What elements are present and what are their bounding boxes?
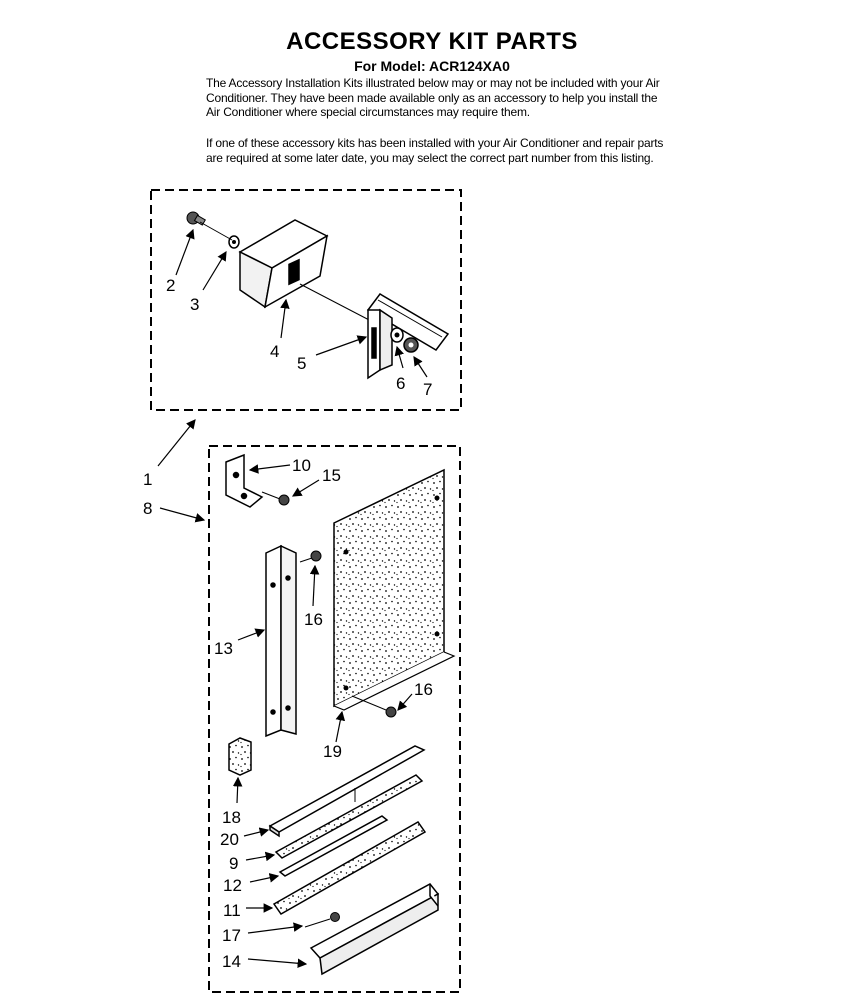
mounting-bracket-part-5	[368, 294, 448, 378]
callout-16-upper: 16	[304, 610, 323, 629]
model-subtitle: For Model: ACR124XA0	[354, 58, 510, 74]
intro-paragraph-repair: If one of these accessory kits has been installed with your Air Conditioner and repair parts are required at some later date, you may select the correct part number from this listing.	[206, 136, 664, 165]
callout-11: 11	[223, 901, 241, 920]
washer-part-3	[229, 236, 239, 248]
callout-17: 17	[222, 926, 241, 945]
callout-9: 9	[229, 854, 239, 873]
callout-12: 12	[223, 876, 242, 895]
callout-16-lower: 16	[414, 680, 433, 699]
callout-6: 6	[396, 374, 406, 393]
foam-block-part-18	[229, 738, 251, 775]
angle-bracket-part-10	[226, 455, 262, 507]
screw-part-17	[305, 913, 340, 928]
callout-19: 19	[323, 742, 342, 761]
page-title: ACCESSORY KIT PARTS	[286, 28, 578, 55]
callout-8: 8	[143, 499, 153, 518]
callout-1: 1	[143, 470, 153, 489]
callout-2: 2	[166, 276, 176, 295]
nut-part-7	[404, 338, 418, 352]
channel-part-14	[311, 884, 438, 974]
callout-18: 18	[222, 808, 241, 827]
washer-part-6	[391, 328, 403, 342]
screw-part-16-lower	[352, 696, 396, 717]
callout-20: 20	[220, 830, 239, 849]
callout-13: 13	[214, 639, 233, 658]
callout-3: 3	[190, 295, 200, 314]
callout-7: 7	[423, 380, 433, 399]
callout-15: 15	[322, 466, 341, 485]
callout-14: 14	[222, 952, 241, 971]
foam-panel-part-19	[334, 470, 454, 710]
callout-5: 5	[297, 354, 307, 373]
screw-part-15	[262, 492, 289, 505]
callout-10: 10	[292, 456, 311, 475]
intro-paragraph: The Accessory Installation Kits illustrated below may or may not be included with your Air Conditioner. They have been made available only as an accessory to help you install the Air Conditioner where special circumstances may require them.	[206, 76, 660, 119]
vertical-channel-part-13	[266, 546, 296, 736]
callout-4: 4	[270, 342, 280, 361]
screw-part-16-upper	[300, 551, 321, 562]
cover-block-part-4	[240, 220, 327, 307]
